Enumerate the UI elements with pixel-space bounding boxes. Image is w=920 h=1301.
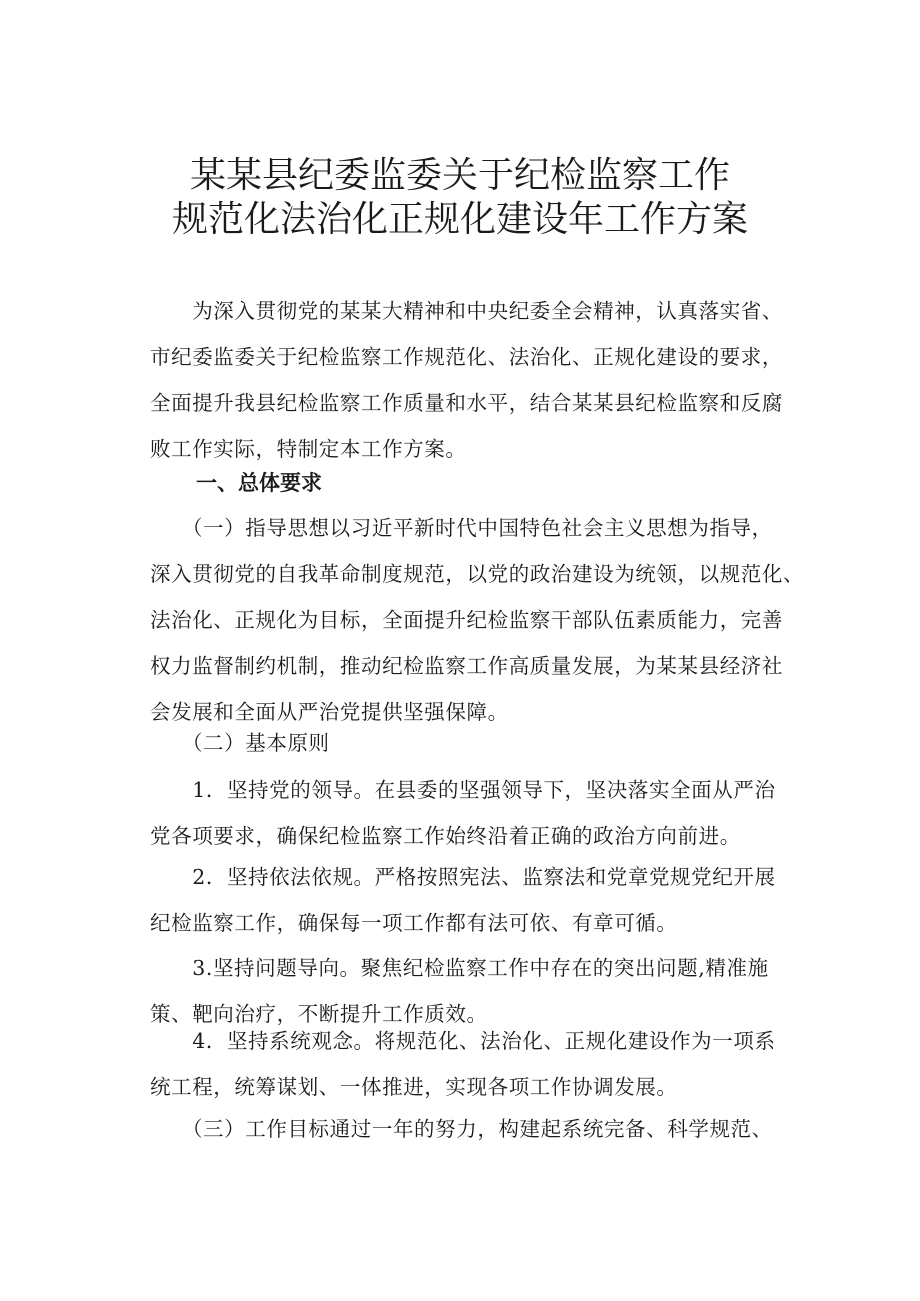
principle-1-line: 党各项要求，确保纪检监察工作始终沿着正确的政治方向前进。 xyxy=(150,824,741,848)
principle-2-line: 2．坚持依法依规。严格按照宪法、监察法和党章党规党纪开展 xyxy=(150,865,776,889)
principle-4-line: 4．坚持系统观念。将规范化、法治化、正规化建设作为一项系 xyxy=(150,1029,776,1053)
principle-2-line: 纪检监察工作，确保每一项工作都有法可依、有章可循。 xyxy=(150,911,678,935)
guiding-line: （一）指导思想以习近平新时代中国特色社会主义思想为指导， xyxy=(150,516,773,540)
work-goals-line: （三）工作目标通过一年的努力，构建起系统完备、科学规范、 xyxy=(150,1117,773,1141)
guiding-line: 权力监督制约机制，推动纪检监察工作高质量发展，为某某县经济社 xyxy=(150,654,783,678)
intro-line: 败工作实际，特制定本工作方案。 xyxy=(150,437,467,461)
guiding-ideology-paragraph xyxy=(150,505,805,735)
principle-4-paragraph xyxy=(150,1018,790,1110)
document-title-line-2: 规范化法治化正规化建设年工作方案 xyxy=(171,199,748,240)
intro-paragraph xyxy=(150,288,790,472)
principle-1-line: 1．坚持党的领导。在县委的坚强领导下，坚决落实全面从严治 xyxy=(150,778,776,802)
principle-3-line: 策、靶向治疗，不断提升工作质效。 xyxy=(150,1002,488,1026)
guiding-line: 法治化、正规化为目标，全面提升纪检监察干部队伍素质能力，完善 xyxy=(150,608,783,632)
work-goals-paragraph xyxy=(150,1106,790,1152)
section-1-heading: 一、总体要求 xyxy=(196,471,322,495)
principle-4-line: 统工程，统筹谋划、一体推进，实现各项工作协调发展。 xyxy=(150,1075,678,1099)
intro-line: 市纪委监委关于纪检监察工作规范化、法治化、正规化建设的要求， xyxy=(150,345,783,369)
principle-2-paragraph xyxy=(150,854,790,946)
intro-line: 为深入贯彻党的某某大精神和中央纪委全会精神，认真落实省、 xyxy=(150,299,783,323)
principle-3-line: 3.坚持问题导向。聚焦纪检监察工作中存在的突出问题,精准施 xyxy=(150,956,769,980)
principle-1-paragraph xyxy=(150,767,790,859)
guiding-line: 深入贯彻党的自我革命制度规范，以党的政治建设为统领，以规范化、 xyxy=(150,562,805,586)
intro-line: 全面提升我县纪检监察工作质量和水平，结合某某县纪检监察和反腐 xyxy=(150,391,783,415)
document-title-line-1: 某某县纪委监委关于纪检监察工作 xyxy=(189,155,730,196)
principles-heading-paragraph xyxy=(150,720,790,766)
principles-heading: （二）基本原则 xyxy=(150,731,330,755)
guiding-line: 会发展和全面从严治党提供坚强保障。 xyxy=(150,700,509,724)
